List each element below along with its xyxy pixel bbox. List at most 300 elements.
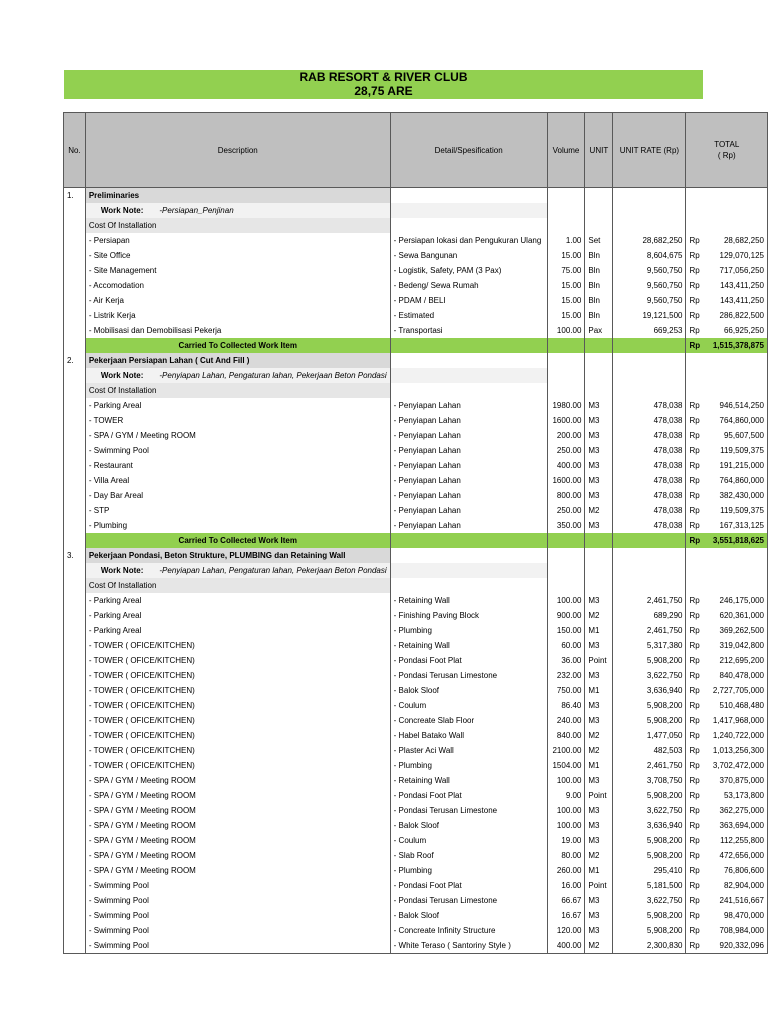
empty-cell: [585, 578, 613, 593]
item-currency: Rp: [686, 278, 707, 293]
item-description: - Parking Areal: [85, 398, 390, 413]
item-description: - Swimming Pool: [85, 878, 390, 893]
item-unit: M2: [585, 728, 613, 743]
empty-cell: [585, 338, 613, 353]
item-currency: Rp: [686, 443, 707, 458]
item-unit-rate: 28,682,250: [613, 233, 686, 248]
item-unit-rate: 5,317,380: [613, 638, 686, 653]
item-description: - Restaurant: [85, 458, 390, 473]
item-unit-rate: 478,038: [613, 503, 686, 518]
item-currency: Rp: [686, 668, 707, 683]
item-unit-rate: 3,636,940: [613, 683, 686, 698]
empty-cell: [64, 908, 86, 923]
item-unit: M1: [585, 863, 613, 878]
item-unit-rate: 5,181,500: [613, 878, 686, 893]
item-detail: - PDAM / BELI: [390, 293, 547, 308]
item-detail: - Penyiapan Lahan: [390, 443, 547, 458]
empty-cell: [64, 653, 86, 668]
item-detail: - Logistik, Safety, PAM (3 Pax): [390, 263, 547, 278]
table-row: [64, 728, 768, 743]
empty-cell: [64, 893, 86, 908]
item-volume: 200.00: [547, 428, 585, 443]
item-detail: - White Teraso ( Santoriny Style ): [390, 938, 547, 954]
table-row: [64, 908, 768, 923]
empty-cell: [64, 383, 86, 398]
empty-cell: [613, 563, 686, 578]
table-row: [64, 773, 768, 788]
empty-cell: [707, 548, 767, 563]
empty-cell: [686, 383, 707, 398]
item-total: 840,478,000: [707, 668, 767, 683]
item-detail: - Plumbing: [390, 863, 547, 878]
item-currency: Rp: [686, 233, 707, 248]
item-description: - Swimming Pool: [85, 443, 390, 458]
empty-cell: [547, 533, 585, 548]
item-detail: - Slab Roof: [390, 848, 547, 863]
item-volume: 15.00: [547, 248, 585, 263]
item-volume: 36.00: [547, 653, 585, 668]
table-row: [64, 638, 768, 653]
item-unit-rate: 9,560,750: [613, 263, 686, 278]
item-detail: - Concreate Slab Floor: [390, 713, 547, 728]
item-description: - TOWER: [85, 413, 390, 428]
table-row: [64, 848, 768, 863]
empty-cell: [64, 533, 86, 548]
item-description: - Plumbing: [85, 518, 390, 533]
item-detail: - Pondasi Terusan Limestone: [390, 803, 547, 818]
empty-cell: [64, 743, 86, 758]
empty-cell: [64, 473, 86, 488]
empty-cell: [64, 938, 86, 954]
item-detail: - Concreate Infinity Structure: [390, 923, 547, 938]
table-row: [64, 458, 768, 473]
empty-cell: [390, 563, 547, 578]
item-detail: - Retaining Wall: [390, 638, 547, 653]
empty-cell: [585, 563, 613, 578]
table-row: [64, 443, 768, 458]
item-volume: 100.00: [547, 773, 585, 788]
work-note-text: -Penyiapan Lahan, Pengaturan lahan, Pekerjaan Beton Pondasi: [159, 565, 387, 575]
table-row: [64, 593, 768, 608]
item-total: 920,332,096: [707, 938, 767, 954]
item-currency: Rp: [686, 308, 707, 323]
section-title: Pekerjaan Persiapan Lahan ( Cut And Fill ): [85, 353, 390, 368]
cost-of-installation-row: [64, 218, 768, 233]
item-total: 1,240,722,000: [707, 728, 767, 743]
item-volume: 15.00: [547, 293, 585, 308]
item-total: 129,070,125: [707, 248, 767, 263]
empty-cell: [64, 503, 86, 518]
item-unit: Point: [585, 878, 613, 893]
item-unit: M3: [585, 833, 613, 848]
item-unit-rate: 478,038: [613, 473, 686, 488]
empty-cell: [64, 308, 86, 323]
item-total: 112,255,800: [707, 833, 767, 848]
item-currency: Rp: [686, 473, 707, 488]
empty-cell: [64, 488, 86, 503]
item-detail: - Plumbing: [390, 623, 547, 638]
empty-cell: [390, 218, 547, 233]
item-unit: M1: [585, 758, 613, 773]
item-currency: Rp: [686, 818, 707, 833]
empty-cell: [64, 728, 86, 743]
item-volume: 15.00: [547, 308, 585, 323]
item-description: - TOWER ( OFICE/KITCHEN): [85, 743, 390, 758]
item-unit-rate: 19,121,500: [613, 308, 686, 323]
empty-cell: [547, 338, 585, 353]
item-detail: - Pondasi Foot Plat: [390, 653, 547, 668]
item-description: - TOWER ( OFICE/KITCHEN): [85, 653, 390, 668]
item-detail: - Penyiapan Lahan: [390, 428, 547, 443]
empty-cell: [547, 578, 585, 593]
item-volume: 240.00: [547, 713, 585, 728]
empty-cell: [64, 623, 86, 638]
item-unit: M3: [585, 398, 613, 413]
empty-cell: [686, 203, 707, 218]
table-row: [64, 923, 768, 938]
item-volume: 80.00: [547, 848, 585, 863]
item-description: - TOWER ( OFICE/KITCHEN): [85, 668, 390, 683]
table-row: [64, 608, 768, 623]
item-detail: - Penyiapan Lahan: [390, 488, 547, 503]
work-note-row: [64, 563, 768, 578]
table-header-row: [64, 113, 768, 188]
item-volume: 1600.00: [547, 473, 585, 488]
item-volume: 16.67: [547, 908, 585, 923]
item-volume: 750.00: [547, 683, 585, 698]
item-description: - TOWER ( OFICE/KITCHEN): [85, 758, 390, 773]
item-unit-rate: 3,636,940: [613, 818, 686, 833]
item-description: - TOWER ( OFICE/KITCHEN): [85, 638, 390, 653]
table-row: [64, 893, 768, 908]
table-row: [64, 248, 768, 263]
item-detail: - Pondasi Terusan Limestone: [390, 893, 547, 908]
item-detail: - Plaster Aci Wall: [390, 743, 547, 758]
item-unit-rate: 2,461,750: [613, 623, 686, 638]
cost-of-installation-label: Cost Of Installation: [85, 218, 390, 233]
item-currency: Rp: [686, 248, 707, 263]
empty-cell: [64, 278, 86, 293]
empty-cell: [64, 878, 86, 893]
item-unit: M3: [585, 413, 613, 428]
item-currency: Rp: [686, 638, 707, 653]
item-currency: Rp: [686, 683, 707, 698]
empty-cell: [64, 413, 86, 428]
item-total: 66,925,250: [707, 323, 767, 338]
item-description: - TOWER ( OFICE/KITCHEN): [85, 683, 390, 698]
item-total: 472,656,000: [707, 848, 767, 863]
empty-cell: [64, 368, 86, 383]
header-unit-rate: UNIT RATE (Rp): [613, 113, 686, 188]
carried-label: Carried To Collected Work Item: [85, 338, 390, 353]
empty-cell: [64, 248, 86, 263]
empty-cell: [64, 818, 86, 833]
item-volume: 1.00: [547, 233, 585, 248]
empty-cell: [585, 218, 613, 233]
item-total: 717,056,250: [707, 263, 767, 278]
empty-cell: [390, 203, 547, 218]
item-currency: Rp: [686, 593, 707, 608]
item-currency: Rp: [686, 518, 707, 533]
item-detail: - Penyiapan Lahan: [390, 503, 547, 518]
empty-cell: [390, 368, 547, 383]
empty-cell: [707, 203, 767, 218]
item-total: 319,042,800: [707, 638, 767, 653]
item-unit: M3: [585, 638, 613, 653]
table-row: [64, 413, 768, 428]
item-unit-rate: 8,604,675: [613, 248, 686, 263]
empty-cell: [707, 368, 767, 383]
item-unit-rate: 5,908,200: [613, 713, 686, 728]
table-row: [64, 653, 768, 668]
work-note-row: [64, 203, 768, 218]
item-description: - TOWER ( OFICE/KITCHEN): [85, 698, 390, 713]
empty-cell: [64, 713, 86, 728]
item-currency: Rp: [686, 758, 707, 773]
item-total: 764,860,000: [707, 413, 767, 428]
item-unit-rate: 478,038: [613, 443, 686, 458]
item-description: - Villa Areal: [85, 473, 390, 488]
empty-cell: [613, 368, 686, 383]
item-description: - SPA / GYM / Meeting ROOM: [85, 788, 390, 803]
item-currency: Rp: [686, 413, 707, 428]
item-description: - Parking Areal: [85, 608, 390, 623]
empty-cell: [64, 263, 86, 278]
item-unit: M3: [585, 473, 613, 488]
item-currency: Rp: [686, 263, 707, 278]
table-row: [64, 863, 768, 878]
item-unit-rate: 3,622,750: [613, 893, 686, 908]
item-unit-rate: 5,908,200: [613, 698, 686, 713]
item-unit-rate: 482,503: [613, 743, 686, 758]
empty-cell: [64, 218, 86, 233]
item-unit: Bln: [585, 278, 613, 293]
carried-total-row: [64, 533, 768, 548]
item-currency: Rp: [686, 923, 707, 938]
item-total: 28,682,250: [707, 233, 767, 248]
item-unit: M3: [585, 713, 613, 728]
item-description: - Parking Areal: [85, 623, 390, 638]
table-row: [64, 503, 768, 518]
item-description: - SPA / GYM / Meeting ROOM: [85, 773, 390, 788]
item-detail: - Balok Sloof: [390, 818, 547, 833]
item-detail: - Balok Sloof: [390, 683, 547, 698]
empty-cell: [613, 383, 686, 398]
item-currency: Rp: [686, 803, 707, 818]
item-detail: - Coulum: [390, 833, 547, 848]
item-total: 241,516,667: [707, 893, 767, 908]
table-row: [64, 473, 768, 488]
item-total: 369,262,500: [707, 623, 767, 638]
item-currency: Rp: [686, 698, 707, 713]
section-title-row: [64, 548, 768, 563]
item-description: - Day Bar Areal: [85, 488, 390, 503]
empty-cell: [686, 188, 707, 204]
item-currency: Rp: [686, 788, 707, 803]
work-note-row: [64, 368, 768, 383]
item-total: 212,695,200: [707, 653, 767, 668]
item-total: 119,509,375: [707, 503, 767, 518]
item-unit: M3: [585, 773, 613, 788]
item-detail: - Balok Sloof: [390, 908, 547, 923]
carried-label: Carried To Collected Work Item: [85, 533, 390, 548]
item-detail: - Penyiapan Lahan: [390, 518, 547, 533]
item-detail: - Penyiapan Lahan: [390, 458, 547, 473]
carried-currency: Rp: [686, 533, 707, 548]
table-row: [64, 518, 768, 533]
item-unit: M1: [585, 683, 613, 698]
item-description: - Swimming Pool: [85, 893, 390, 908]
item-total: 246,175,000: [707, 593, 767, 608]
empty-cell: [64, 833, 86, 848]
item-unit: Point: [585, 788, 613, 803]
item-volume: 2100.00: [547, 743, 585, 758]
empty-cell: [64, 518, 86, 533]
item-detail: - Persiapan lokasi dan Pengukuran Ulang: [390, 233, 547, 248]
item-total: 363,694,000: [707, 818, 767, 833]
section-title: Pekerjaan Pondasi, Beton Strukture, PLUMBING dan Retaining Wall: [85, 548, 390, 563]
table-row: [64, 683, 768, 698]
item-description: - Accomodation: [85, 278, 390, 293]
empty-cell: [64, 698, 86, 713]
item-unit: M3: [585, 893, 613, 908]
item-volume: 900.00: [547, 608, 585, 623]
empty-cell: [390, 353, 547, 368]
empty-cell: [585, 383, 613, 398]
item-total: 362,275,000: [707, 803, 767, 818]
empty-cell: [390, 578, 547, 593]
empty-cell: [64, 608, 86, 623]
item-description: - Persiapan: [85, 233, 390, 248]
item-total: 2,727,705,000: [707, 683, 767, 698]
empty-cell: [64, 848, 86, 863]
empty-cell: [613, 203, 686, 218]
item-volume: 1600.00: [547, 413, 585, 428]
empty-cell: [64, 683, 86, 698]
empty-cell: [547, 563, 585, 578]
item-currency: Rp: [686, 503, 707, 518]
empty-cell: [64, 593, 86, 608]
item-volume: 15.00: [547, 278, 585, 293]
item-description: - SPA / GYM / Meeting ROOM: [85, 863, 390, 878]
table-row: [64, 938, 768, 954]
item-total: 1,417,968,000: [707, 713, 767, 728]
item-volume: 19.00: [547, 833, 585, 848]
cost-of-installation-row: [64, 383, 768, 398]
empty-cell: [64, 293, 86, 308]
item-detail: - Penyiapan Lahan: [390, 398, 547, 413]
table-row: [64, 668, 768, 683]
item-detail: - Retaining Wall: [390, 593, 547, 608]
item-unit-rate: 3,622,750: [613, 668, 686, 683]
item-unit: M3: [585, 803, 613, 818]
item-currency: Rp: [686, 293, 707, 308]
item-unit-rate: 5,908,200: [613, 848, 686, 863]
empty-cell: [547, 383, 585, 398]
item-description: - TOWER ( OFICE/KITCHEN): [85, 728, 390, 743]
empty-cell: [547, 218, 585, 233]
item-total: 53,173,800: [707, 788, 767, 803]
item-unit: M3: [585, 668, 613, 683]
item-total: 119,509,375: [707, 443, 767, 458]
item-description: - Site Management: [85, 263, 390, 278]
item-unit-rate: 2,300,830: [613, 938, 686, 954]
item-currency: Rp: [686, 398, 707, 413]
empty-cell: [613, 548, 686, 563]
work-note: [85, 203, 390, 218]
item-volume: 100.00: [547, 593, 585, 608]
header-no: No.: [64, 113, 86, 188]
item-unit-rate: 5,908,200: [613, 908, 686, 923]
item-currency: Rp: [686, 878, 707, 893]
item-unit-rate: 5,908,200: [613, 833, 686, 848]
item-description: - SPA / GYM / Meeting ROOM: [85, 428, 390, 443]
header-description: Description: [85, 113, 390, 188]
section-number: 3.: [64, 548, 86, 563]
item-currency: Rp: [686, 428, 707, 443]
empty-cell: [585, 368, 613, 383]
empty-cell: [64, 803, 86, 818]
item-unit: M1: [585, 623, 613, 638]
empty-cell: [64, 458, 86, 473]
item-currency: Rp: [686, 833, 707, 848]
empty-cell: [547, 188, 585, 204]
item-unit: Bln: [585, 293, 613, 308]
empty-cell: [547, 353, 585, 368]
item-currency: Rp: [686, 458, 707, 473]
empty-cell: [547, 548, 585, 563]
item-description: - STP: [85, 503, 390, 518]
header-total: [686, 113, 768, 188]
table-row: [64, 818, 768, 833]
table-row: [64, 788, 768, 803]
item-volume: 250.00: [547, 443, 585, 458]
title-line-2: 28,75 ARE: [354, 84, 413, 98]
item-total: 76,806,600: [707, 863, 767, 878]
empty-cell: [613, 578, 686, 593]
empty-cell: [64, 923, 86, 938]
empty-cell: [613, 338, 686, 353]
carried-currency: Rp: [686, 338, 707, 353]
empty-cell: [64, 578, 86, 593]
empty-cell: [390, 548, 547, 563]
item-currency: Rp: [686, 743, 707, 758]
table-row: [64, 428, 768, 443]
item-unit: M3: [585, 818, 613, 833]
empty-cell: [686, 353, 707, 368]
cost-of-installation-row: [64, 578, 768, 593]
item-total: 3,702,472,000: [707, 758, 767, 773]
item-unit-rate: 1,477,050: [613, 728, 686, 743]
empty-cell: [64, 563, 86, 578]
item-unit: Pax: [585, 323, 613, 338]
section-title: Preliminaries: [85, 188, 390, 204]
empty-cell: [707, 188, 767, 204]
item-volume: 120.00: [547, 923, 585, 938]
empty-cell: [613, 533, 686, 548]
item-detail: - Penyiapan Lahan: [390, 473, 547, 488]
item-currency: Rp: [686, 623, 707, 638]
item-volume: 100.00: [547, 323, 585, 338]
section-title-row: [64, 353, 768, 368]
item-volume: 66.67: [547, 893, 585, 908]
item-unit-rate: 9,560,750: [613, 293, 686, 308]
empty-cell: [547, 368, 585, 383]
item-currency: Rp: [686, 893, 707, 908]
section-number: 1.: [64, 188, 86, 204]
item-volume: 400.00: [547, 458, 585, 473]
table-row: [64, 488, 768, 503]
